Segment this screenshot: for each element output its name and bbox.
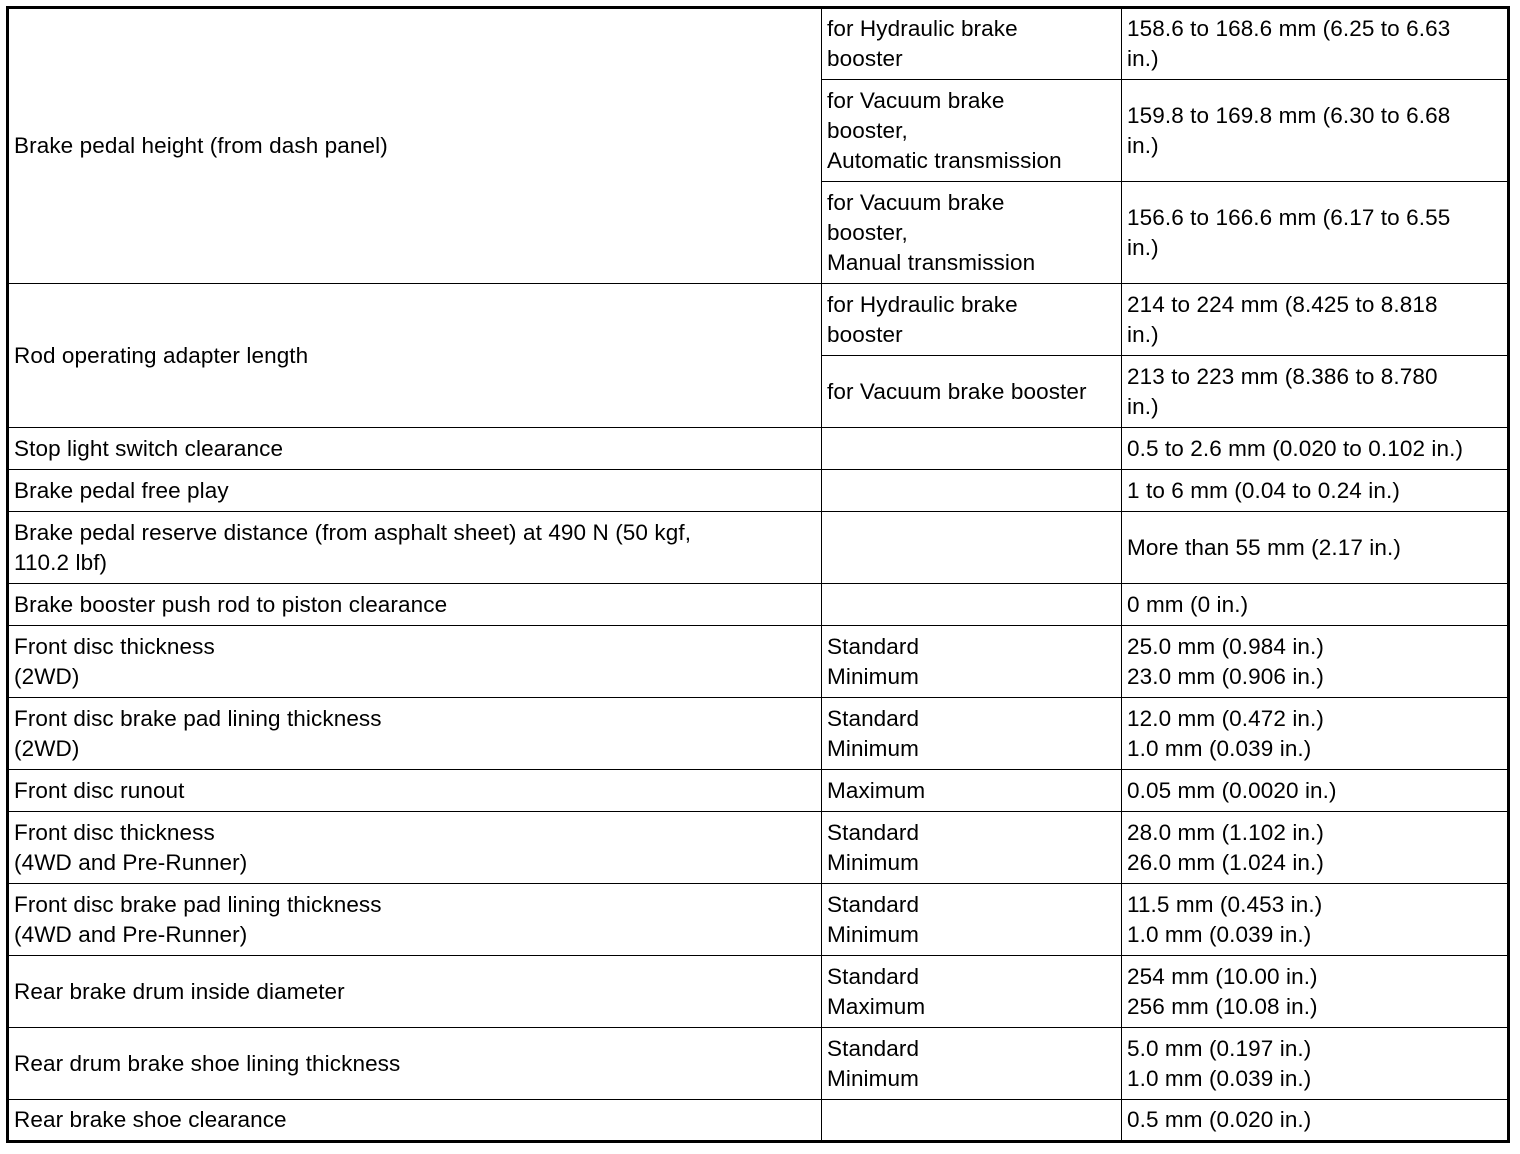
value-cell: 254 mm (10.00 in.) 256 mm (10.08 in.) xyxy=(1122,956,1509,1028)
table-row xyxy=(8,1100,1509,1142)
value-cell: 214 to 224 mm (8.425 to 8.818 in.) xyxy=(1122,284,1509,356)
condition-cell: Standard Minimum xyxy=(822,1028,1122,1100)
condition-cell xyxy=(822,1100,1122,1142)
table-row xyxy=(8,884,1509,956)
value-cell: 0.5 mm (0.020 in.) xyxy=(1122,1100,1509,1142)
value-cell: More than 55 mm (2.17 in.) xyxy=(1122,512,1509,584)
condition-cell: Standard Minimum xyxy=(822,812,1122,884)
value-cell: 11.5 mm (0.453 in.) 1.0 mm (0.039 in.) xyxy=(1122,884,1509,956)
value-cell: 0.5 to 2.6 mm (0.020 to 0.102 in.) xyxy=(1122,428,1509,470)
condition-cell: for Vacuum brake booster xyxy=(822,356,1122,428)
table-row xyxy=(8,770,1509,812)
item-cell: Front disc brake pad lining thickness (2WD) xyxy=(8,698,822,770)
item-cell: Rear brake shoe clearance xyxy=(8,1100,822,1142)
condition-cell: Standard Minimum xyxy=(822,884,1122,956)
table-row xyxy=(8,698,1509,770)
item-cell: Brake booster push rod to piston clearance xyxy=(8,584,822,626)
table-row xyxy=(8,8,1509,80)
value-cell: 1 to 6 mm (0.04 to 0.24 in.) xyxy=(1122,470,1509,512)
condition-cell xyxy=(822,512,1122,584)
value-cell: 12.0 mm (0.472 in.) 1.0 mm (0.039 in.) xyxy=(1122,698,1509,770)
value-cell: 5.0 mm (0.197 in.) 1.0 mm (0.039 in.) xyxy=(1122,1028,1509,1100)
value-cell: 0 mm (0 in.) xyxy=(1122,584,1509,626)
condition-cell: Standard Minimum xyxy=(822,698,1122,770)
condition-cell: Standard Minimum xyxy=(822,626,1122,698)
table-row xyxy=(8,470,1509,512)
condition-cell: for Hydraulic brake booster xyxy=(822,8,1122,80)
value-cell: 159.8 to 169.8 mm (6.30 to 6.68 in.) xyxy=(1122,80,1509,182)
item-cell: Front disc runout xyxy=(8,770,822,812)
item-cell: Front disc brake pad lining thickness (4WD and Pre-Runner) xyxy=(8,884,822,956)
item-cell: Stop light switch clearance xyxy=(8,428,822,470)
item-cell: Rod operating adapter length xyxy=(8,284,822,428)
table-row xyxy=(8,584,1509,626)
table-row xyxy=(8,812,1509,884)
table-row xyxy=(8,956,1509,1028)
table-row xyxy=(8,512,1509,584)
condition-cell: Standard Maximum xyxy=(822,956,1122,1028)
item-cell: Brake pedal height (from dash panel) xyxy=(8,8,822,284)
value-cell: 28.0 mm (1.102 in.) 26.0 mm (1.024 in.) xyxy=(1122,812,1509,884)
table-row xyxy=(8,626,1509,698)
value-cell: 213 to 223 mm (8.386 to 8.780 in.) xyxy=(1122,356,1509,428)
item-cell: Front disc thickness (4WD and Pre-Runner) xyxy=(8,812,822,884)
condition-cell: for Hydraulic brake booster xyxy=(822,284,1122,356)
condition-cell xyxy=(822,584,1122,626)
value-cell: 156.6 to 166.6 mm (6.17 to 6.55 in.) xyxy=(1122,182,1509,284)
item-cell: Front disc thickness (2WD) xyxy=(8,626,822,698)
table-row xyxy=(8,1028,1509,1100)
condition-cell: for Vacuum brake booster, Manual transmission xyxy=(822,182,1122,284)
condition-cell: for Vacuum brake booster, Automatic transmission xyxy=(822,80,1122,182)
value-cell: 25.0 mm (0.984 in.) 23.0 mm (0.906 in.) xyxy=(1122,626,1509,698)
item-cell: Brake pedal free play xyxy=(8,470,822,512)
table-row xyxy=(8,284,1509,356)
value-cell: 158.6 to 168.6 mm (6.25 to 6.63 in.) xyxy=(1122,8,1509,80)
condition-cell xyxy=(822,428,1122,470)
item-cell: Rear drum brake shoe lining thickness xyxy=(8,1028,822,1100)
value-cell: 0.05 mm (0.0020 in.) xyxy=(1122,770,1509,812)
item-cell: Rear brake drum inside diameter xyxy=(8,956,822,1028)
table-row xyxy=(8,428,1509,470)
condition-cell: Maximum xyxy=(822,770,1122,812)
item-cell: Brake pedal reserve distance (from asphalt sheet) at 490 N (50 kgf, 110.2 lbf) xyxy=(8,512,822,584)
condition-cell xyxy=(822,470,1122,512)
spec-table xyxy=(6,6,1510,1143)
